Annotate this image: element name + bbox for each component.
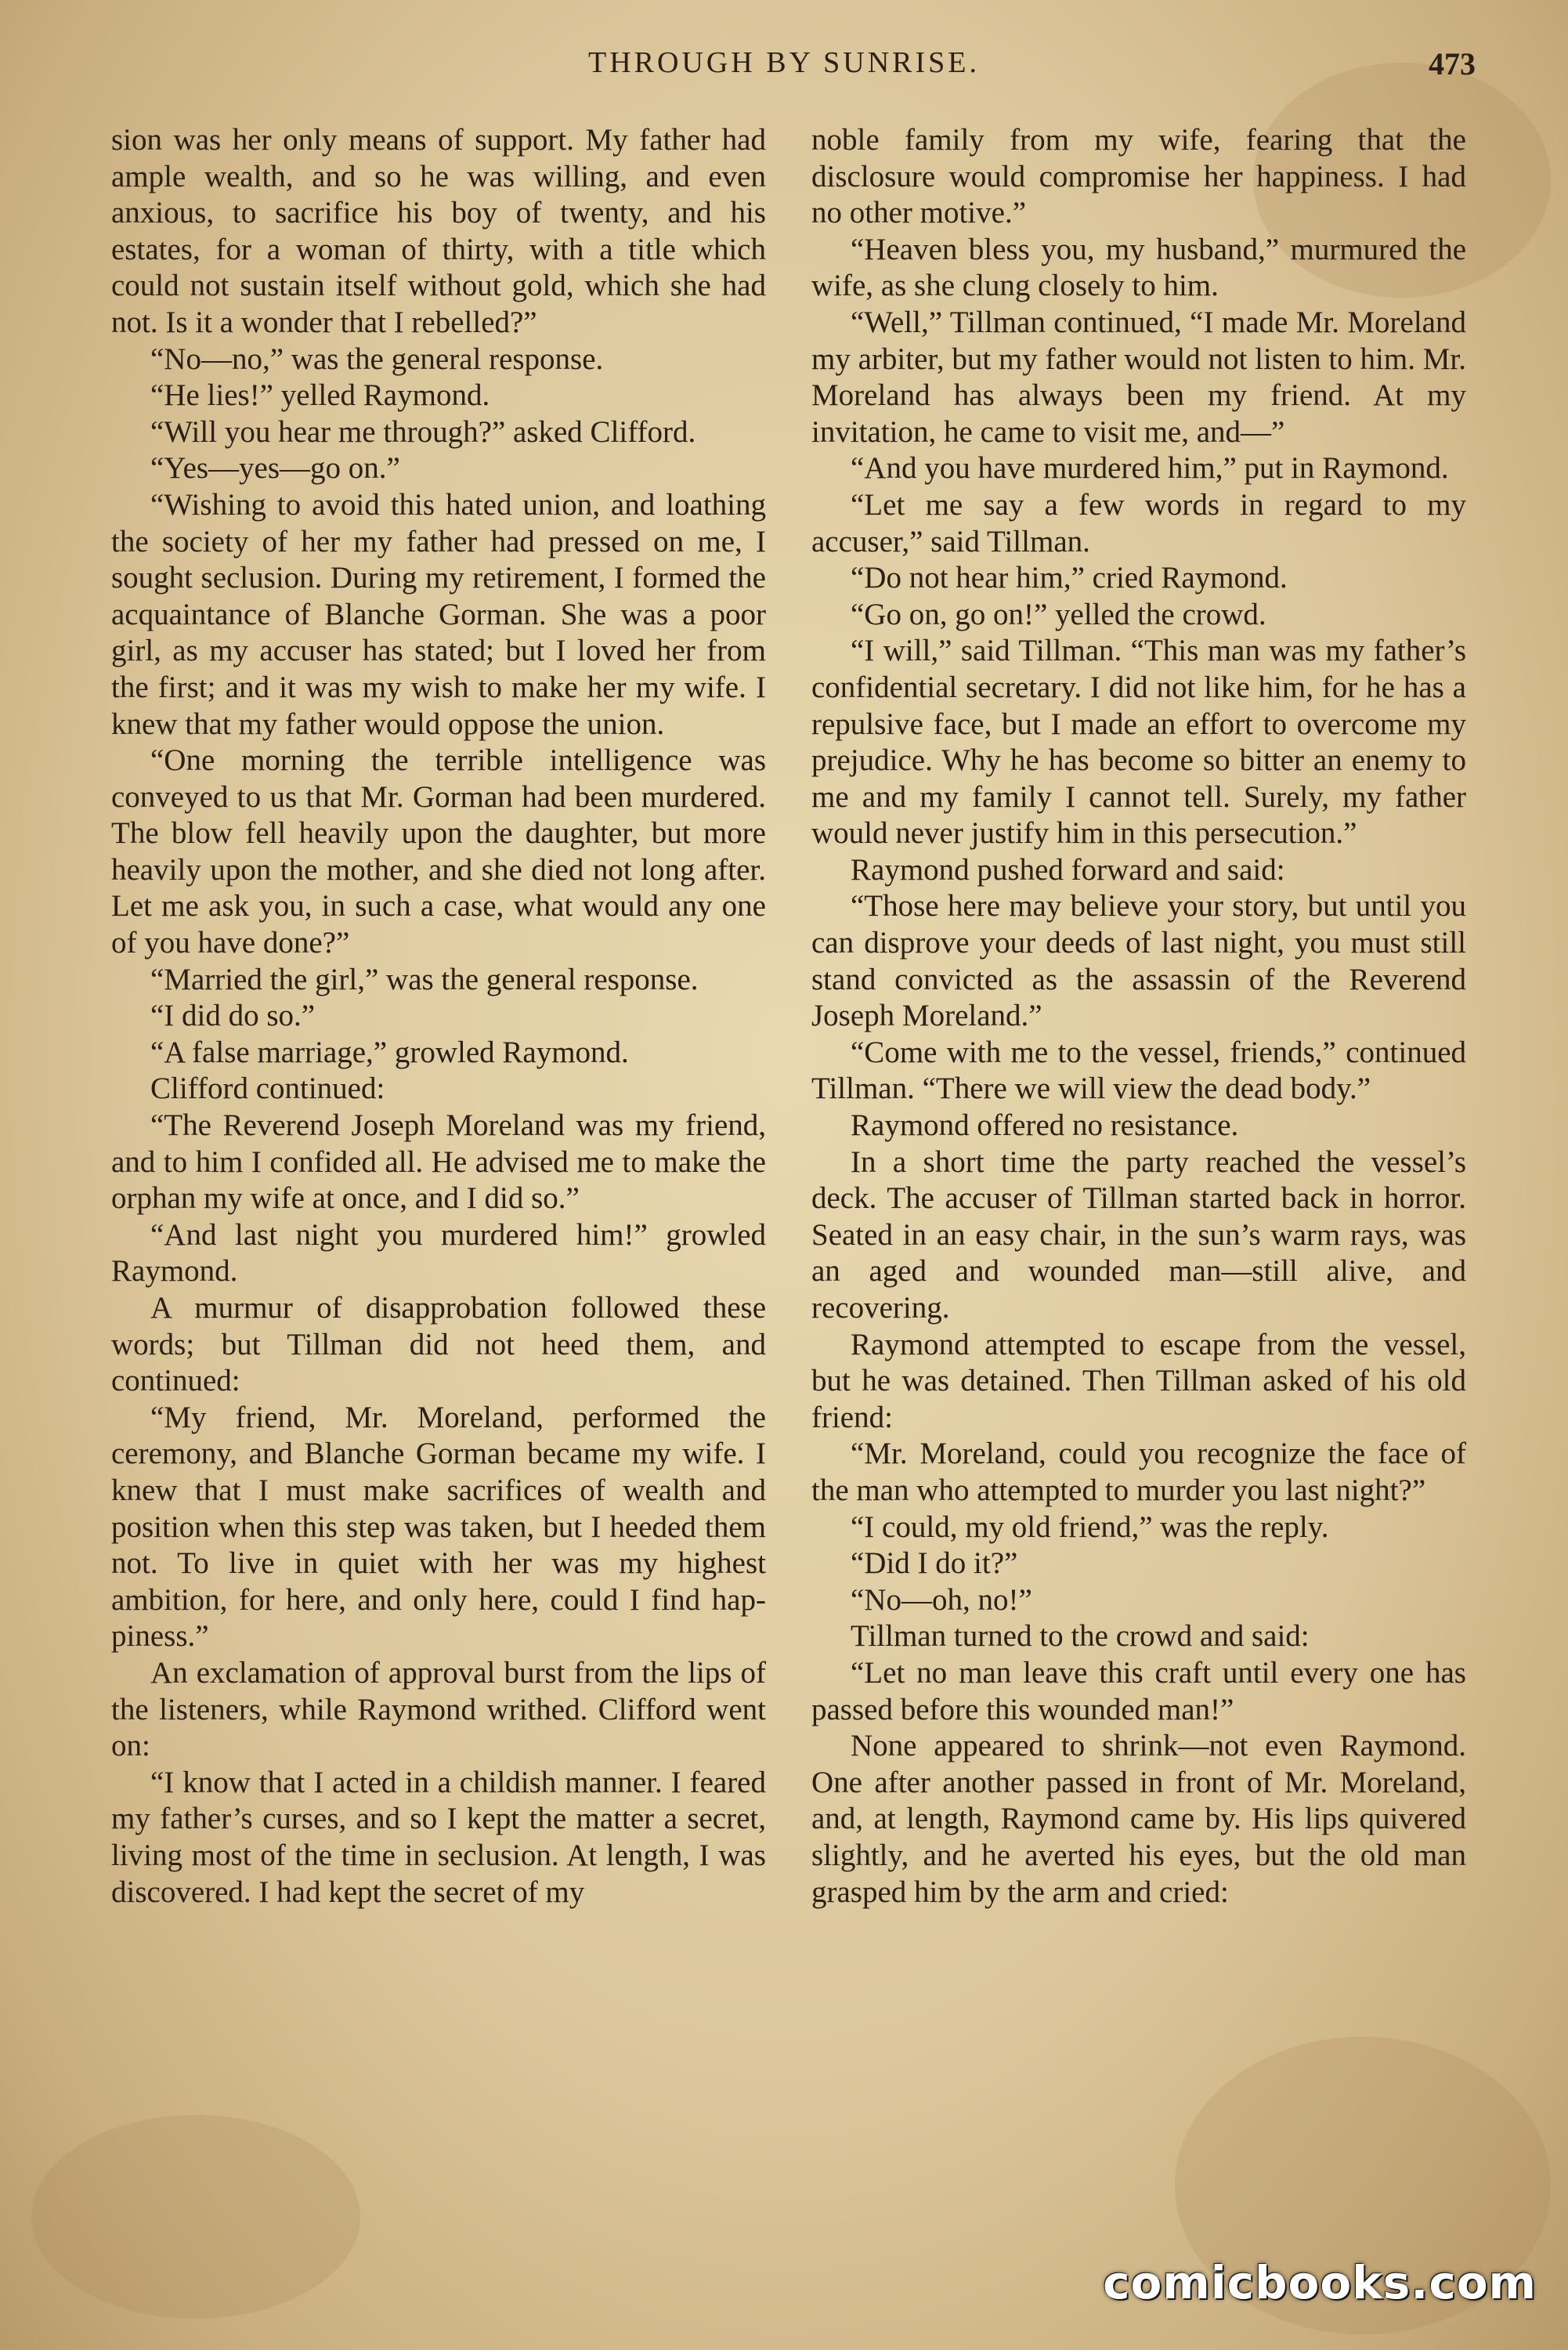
paper-stain bbox=[31, 2115, 360, 2319]
paragraph: Raymond attempted to escape from the vessel, but he was detained. Then Tillman asked of his old friend: bbox=[811, 1327, 1466, 1434]
paragraph: “Let me say a few words in regard to my accuser,” said Tillman. bbox=[811, 487, 1466, 559]
paragraph: “I will,” said Tillman. “This man was my father’s confidential secretary. I did not like him, for he has a repulsive face, but I made an effort to overcome my prejudice. Why he has become so bitter an enemy to me and my family I cannot tell. Surely, my father would never justify him in this persecution.” bbox=[811, 634, 1466, 851]
paragraph: “I did do so.” bbox=[150, 999, 316, 1033]
paragraph: Clifford continued: bbox=[150, 1072, 385, 1106]
paragraph: In a short time the party reached the vessel’s deck. The accuser of Tillman started back in horror. Seated in an easy chair, in the sun’s warm rays, was an aged and wounded man—still alive, and recovering. bbox=[811, 1144, 1466, 1325]
paragraph: “No—no,” was the general response. bbox=[150, 342, 604, 376]
paragraph: None appeared to shrink—not even Raymond. One after another passed in front of Mr. Moreland, and, at length, Raymond came by. His lips quivered slightly, and he averted his eyes, but the old man grasped him by the arm and cried: bbox=[811, 1729, 1466, 1909]
page-header bbox=[0, 45, 1568, 92]
paragraph: “Those here may believe your story, but until you can disprove your deeds of last night, you must still stand convicted as the assassin of the Reverend Joseph Moreland.” bbox=[811, 889, 1466, 1033]
site-watermark: comicbooks.com bbox=[1103, 2256, 1537, 2309]
paragraph: “And last night you murdered him!” growled Raymond. bbox=[111, 1217, 766, 1289]
paragraph: “And you have murdered him,” put in Raymond. bbox=[851, 451, 1449, 486]
paragraph: “No—oh, no!” bbox=[851, 1582, 1032, 1617]
paragraph: An exclamation of approval burst from the lips of the listeners, while Raymond writhed. Clifford went on: bbox=[111, 1655, 766, 1763]
paragraph: “Heaven bless you, my husband,” murmured the wife, as she clung closely to him. bbox=[811, 232, 1466, 303]
paragraph: “My friend, Mr. Moreland, performed the ceremony, and Blanche Gorman became my wife. I knew that I must make sacrifices of wealth and position when this step was taken, but I heeded them not. To live in quiet with her was my highest ambition, for here, and only here, could I find happiness.” bbox=[111, 1400, 766, 1654]
paragraph: Raymond pushed forward and said: bbox=[851, 852, 1285, 887]
paragraph: “Will you hear me through?” asked Clifford. bbox=[150, 414, 696, 449]
running-title: THROUGH BY SUNRISE. bbox=[587, 46, 980, 79]
page-number: 473 bbox=[1429, 46, 1476, 81]
paragraph: “Do not hear him,” cried Raymond. bbox=[851, 561, 1288, 595]
paragraph: “I could, my old friend,” was the reply. bbox=[851, 1509, 1329, 1544]
paragraph: “A false marriage,” growled Raymond. bbox=[150, 1035, 629, 1069]
paragraph: “I know that I acted in a childish manner. I feared my father’s curses, and so I kept the matter a secret, living most of the time in seclusion. At length, I was discovered. I had kept the secret of my bbox=[111, 1765, 766, 1909]
paragraph: A murmur of disapprobation followed these words; but Tillman did not heed them, and continued: bbox=[111, 1291, 766, 1398]
paragraph: sion was her only means of support. My father had ample wealth, and so he was willing, and even anxious, to sacrifice his boy of twenty, and his estates, for a woman of thirty, with a title which could not sustain itself without gold, which she had not. Is it a wonder that I rebelled?” bbox=[111, 123, 766, 339]
paragraph: “The Reverend Joseph Moreland was my friend, and to him I confided all. He advised me to make the orphan my wife at once, and I did so.” bbox=[111, 1108, 766, 1216]
paragraph: “Did I do it?” bbox=[851, 1546, 1018, 1581]
paragraph: “Well,” Tillman continued, “I made Mr. Moreland my arbiter, but my father would not listen to him. Mr. Moreland has always been my friend. At my invitation, he came to visit me, and—” bbox=[811, 305, 1466, 449]
paragraph: “He lies!” yelled Raymond. bbox=[150, 378, 490, 413]
paragraph: “Go on, go on!” yelled the crowd. bbox=[851, 597, 1266, 631]
paragraph: “Married the girl,” was the general response. bbox=[150, 962, 699, 996]
paragraph: Raymond offered no resistance. bbox=[851, 1108, 1239, 1143]
paragraph: “Come with me to the vessel, friends,” continued Tillman. “There we will view the dead body.” bbox=[811, 1035, 1466, 1106]
paragraph: Tillman turned to the crowd and said: bbox=[851, 1619, 1310, 1654]
left-column bbox=[111, 122, 766, 1911]
paragraph: “One morning the terrible intelligence was conveyed to us that Mr. Gorman had been murdered. The blow fell heavily upon the daughter, but more heavily upon the mother, and she died not long after. Let me ask you, in such a case, what would any one of you have done?” bbox=[111, 743, 766, 960]
paragraph: noble family from my wife, fearing that the disclosure would compromise her happiness. I had no other motive.” bbox=[811, 123, 1466, 230]
paragraph: “Wishing to avoid this hated union, and loathing the society of her my father had pressed on me, I sought seclusion. During my retirement, I formed the acquaintance of Blanche Gorman. She was a poor girl, as my accuser has stated; but I loved her from the first; and it was my wish to make her my wife. I knew that my father would oppose the union. bbox=[111, 487, 766, 741]
paragraph: “Yes—yes—go on.” bbox=[150, 451, 400, 486]
right-column bbox=[811, 122, 1466, 1911]
paragraph: “Let no man leave this craft until every one has passed before this wounded man!” bbox=[811, 1655, 1466, 1726]
paragraph: “Mr. Moreland, could you recognize the face of the man who attempted to murder you last night?” bbox=[811, 1437, 1466, 1507]
